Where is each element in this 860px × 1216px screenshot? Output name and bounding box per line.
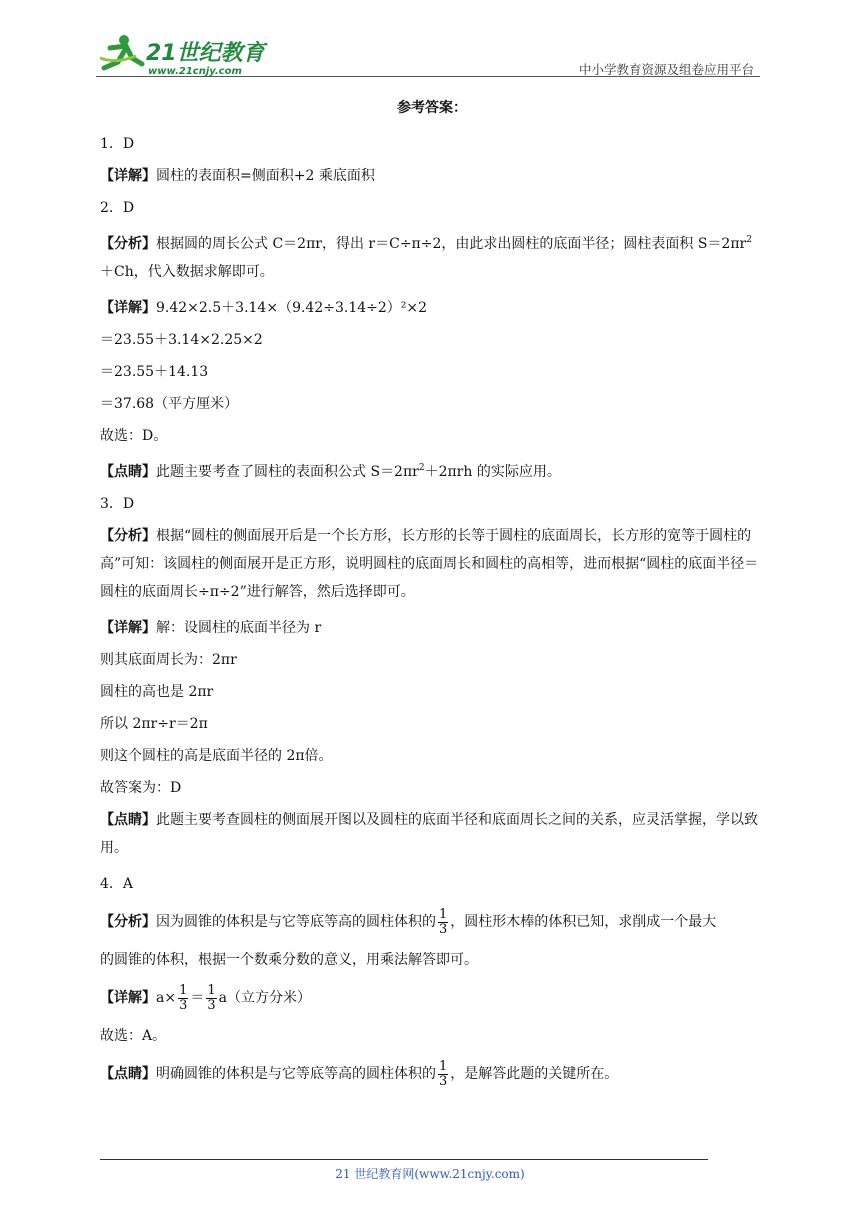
- logo-url: www.21cnjy.com: [148, 66, 242, 76]
- q2-detail-text: 9.42×2.5＋3.14×（9.42÷3.14÷2）²×2: [156, 300, 428, 316]
- fraction-denominator: 3: [439, 1073, 448, 1089]
- q2-analysis: [100, 226, 764, 286]
- q4-detail-a: a×: [156, 990, 177, 1006]
- q4-detail-unit: a（立方分米）: [218, 990, 311, 1006]
- detail-tag: 【详解】: [100, 300, 156, 316]
- q4-detail: [100, 984, 764, 1012]
- q4-comment-text-1: 明确圆锥的体积是与它等底等高的圆柱体积的: [156, 1066, 436, 1082]
- q2-step-3: ＝37.68（平方厘米）: [100, 396, 239, 412]
- site-logo[interactable]: [96, 34, 296, 76]
- fraction-denominator: 3: [207, 997, 216, 1013]
- fraction-denominator: 3: [439, 921, 448, 937]
- one-third-fraction: [438, 908, 448, 937]
- comment-tag: 【点睛】: [100, 1066, 156, 1082]
- q1-number: 1．D: [100, 136, 135, 152]
- q3-comment: [100, 806, 764, 862]
- q3-detail: [100, 620, 764, 636]
- q3-analysis-text: 根据“圆柱的侧面展开后是一个长方形，长方形的长等于圆柱的底面周长，长方形的宽等于圆柱的高”可知：该圆柱的侧面展开是正方形，说明圆柱的底面周长和圆柱的高相等，进而根据“圆柱的底面半径＝圆柱的底面周长÷π÷2”进行解答，然后选择即可。: [100, 528, 759, 600]
- q4-analysis-text-2: ，圆柱形木棒的体积已知，求削成一个最大: [450, 914, 717, 930]
- one-third-fraction: [438, 1060, 448, 1089]
- q2-comment: [100, 460, 764, 480]
- one-third-fraction: [206, 984, 216, 1013]
- q3-analysis: [100, 522, 764, 606]
- q3-answer: 故答案为：D: [100, 780, 182, 796]
- detail-tag: 【详解】: [100, 168, 156, 184]
- analysis-tag: 【分析】: [100, 914, 156, 930]
- footer-link[interactable]: 21 世纪教育网(www.21cnjy.com): [335, 1167, 525, 1181]
- page-title: 参考答案：: [397, 100, 467, 116]
- logo-runner-icon: [96, 34, 296, 76]
- q2-analysis-sup: 2: [746, 235, 752, 245]
- platform-name: 中小学教育资源及组卷应用平台: [578, 62, 754, 77]
- fraction-denominator: 3: [179, 997, 188, 1013]
- fraction-numerator: 1: [439, 1058, 448, 1074]
- comment-tag: 【点睛】: [100, 812, 156, 828]
- answer-sheet: [100, 100, 764, 1104]
- one-third-fraction: [178, 984, 188, 1013]
- logo-title: 21世纪教育: [146, 41, 265, 66]
- q4-analysis-text-1: 因为圆锥的体积是与它等底等高的圆柱体积的: [156, 914, 436, 930]
- analysis-tag: 【分析】: [100, 236, 156, 252]
- q2-choice: 故选：D。: [100, 428, 168, 444]
- q2-step-1: ＝23.55＋3.14×2.25×2: [100, 332, 263, 348]
- q2-comment-sup: 2: [418, 463, 425, 473]
- q2-comment-text-1: 此题主要考查了圆柱的表面积公式 S＝2πr: [156, 464, 419, 480]
- detail-tag: 【详解】: [100, 620, 156, 636]
- q2-comment-text-2: ＋2πrh 的实际应用。: [424, 464, 561, 480]
- footer-divider: [100, 1159, 708, 1160]
- q4-detail-eq: ＝: [190, 990, 205, 1006]
- comment-tag: 【点睛】: [100, 464, 156, 480]
- q4-analysis-line-1: [100, 908, 764, 936]
- fraction-numerator: 1: [179, 982, 188, 998]
- q2-analysis-text-2: ＋Ch，代入数据求解即可。: [100, 264, 274, 280]
- analysis-tag: 【分析】: [100, 528, 156, 544]
- q3-comment-text: 此题主要考查圆柱的侧面展开图以及圆柱的底面半径和底面周长之间的关系，应灵活掌握，学以致用。: [100, 812, 758, 856]
- q3-detail-text: 解：设圆柱的底面半径为 r: [156, 620, 322, 636]
- page-header: [96, 30, 760, 80]
- q4-comment-text-2: ，是解答此题的关键所在。: [450, 1066, 619, 1082]
- q1-detail-text: 圆柱的表面积=侧面积+2 乘底面积: [156, 168, 375, 184]
- q2-detail: [100, 300, 764, 316]
- fraction-numerator: 1: [439, 906, 448, 922]
- q3-step-1: 则其底面周长为：2πr: [100, 652, 237, 668]
- q3-step-3: 所以 2πr÷r＝2π: [100, 716, 208, 732]
- q2-analysis-text-1: 根据圆的周长公式 C＝2πr，得出 r＝C÷π÷2，由此求出圆柱的底面半径；圆柱表面积 S＝2πr: [156, 236, 747, 252]
- q3-number: 3．D: [100, 496, 135, 512]
- q4-comment: [100, 1060, 764, 1088]
- fraction-numerator: 1: [207, 982, 216, 998]
- q3-step-4: 则这个圆柱的高是底面半径的 2π倍。: [100, 748, 333, 764]
- q1-detail: [100, 168, 764, 184]
- q4-choice: 故选：A。: [100, 1028, 167, 1044]
- q2-number: 2．D: [100, 200, 135, 216]
- header-divider: [96, 76, 760, 77]
- detail-tag: 【详解】: [100, 990, 156, 1006]
- q4-number: 4．A: [100, 876, 134, 892]
- q2-step-2: ＝23.55＋14.13: [100, 364, 209, 380]
- q4-analysis-line-2: 的圆锥的体积，根据一个数乘分数的意义，用乘法解答即可。: [100, 952, 478, 968]
- q3-step-2: 圆柱的高也是 2πr: [100, 684, 214, 700]
